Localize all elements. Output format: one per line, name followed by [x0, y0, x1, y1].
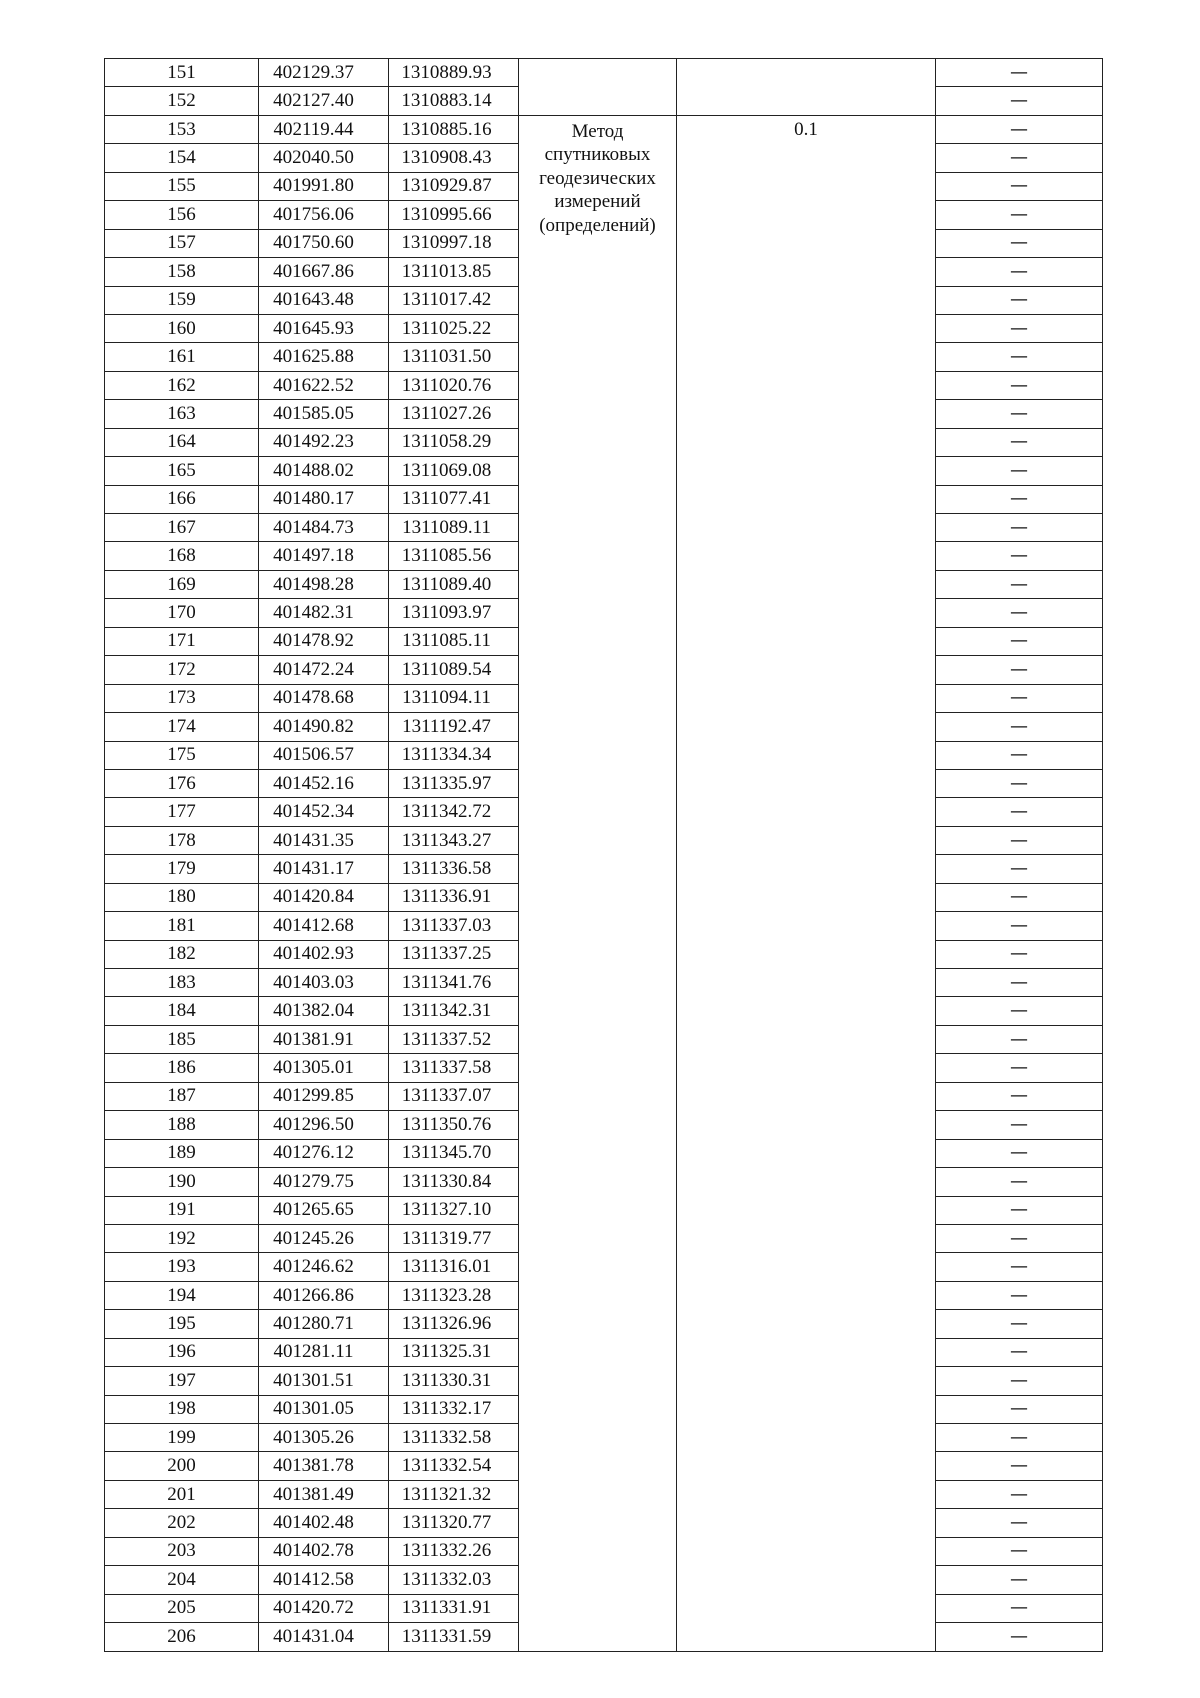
x-coordinate-cell: 401279.75 [259, 1168, 389, 1196]
point-number-cell: 202 [105, 1509, 259, 1537]
x-coordinate-cell: 401412.68 [259, 912, 389, 940]
x-coordinate-cell: 401381.49 [259, 1480, 389, 1508]
dash-cell: — [936, 485, 1103, 513]
dash-cell: — [936, 684, 1103, 712]
y-coordinate-cell: 1311020.76 [389, 371, 519, 399]
point-number-cell: 177 [105, 798, 259, 826]
x-coordinate-cell: 401382.04 [259, 997, 389, 1025]
dash-cell: — [936, 1395, 1103, 1423]
point-number-cell: 167 [105, 514, 259, 542]
y-coordinate-cell: 1311025.22 [389, 314, 519, 342]
x-coordinate-cell: 402040.50 [259, 144, 389, 172]
x-coordinate-cell: 401622.52 [259, 371, 389, 399]
y-coordinate-cell: 1311192.47 [389, 713, 519, 741]
point-number-cell: 154 [105, 144, 259, 172]
method-text-line: Метод [571, 120, 624, 142]
x-coordinate-cell: 401482.31 [259, 599, 389, 627]
x-coordinate-cell: 401480.17 [259, 485, 389, 513]
point-number-cell: 164 [105, 428, 259, 456]
dash-cell: — [936, 1566, 1103, 1594]
x-coordinate-cell: 401452.16 [259, 769, 389, 797]
method-text-line: геодезических [539, 167, 656, 189]
point-number-cell: 206 [105, 1623, 259, 1651]
method-text-line: спутниковых [544, 144, 651, 166]
y-coordinate-cell: 1311089.54 [389, 656, 519, 684]
point-number-cell: 187 [105, 1082, 259, 1110]
y-coordinate-cell: 1311085.56 [389, 542, 519, 570]
dash-cell: — [936, 1509, 1103, 1537]
y-coordinate-cell: 1311336.91 [389, 883, 519, 911]
point-number-cell: 181 [105, 912, 259, 940]
x-coordinate-cell: 401490.82 [259, 713, 389, 741]
point-number-cell: 160 [105, 314, 259, 342]
point-number-cell: 159 [105, 286, 259, 314]
method-text-line: (определений) [539, 214, 656, 236]
point-number-cell: 152 [105, 87, 259, 115]
table-row [105, 115, 1103, 143]
point-number-cell: 165 [105, 457, 259, 485]
x-coordinate-cell: 401299.85 [259, 1082, 389, 1110]
dash-cell: — [936, 883, 1103, 911]
point-number-cell: 180 [105, 883, 259, 911]
y-coordinate-cell: 1311332.54 [389, 1452, 519, 1480]
dash-cell: — [936, 1281, 1103, 1309]
dash-cell: — [936, 542, 1103, 570]
point-number-cell: 166 [105, 485, 259, 513]
dash-cell: — [936, 371, 1103, 399]
y-coordinate-cell: 1311330.84 [389, 1168, 519, 1196]
point-number-cell: 176 [105, 769, 259, 797]
x-coordinate-cell: 401667.86 [259, 258, 389, 286]
dash-cell: — [936, 1224, 1103, 1252]
point-number-cell: 151 [105, 59, 259, 87]
point-number-cell: 200 [105, 1452, 259, 1480]
point-number-cell: 196 [105, 1338, 259, 1366]
point-number-cell: 203 [105, 1537, 259, 1565]
point-number-cell: 193 [105, 1253, 259, 1281]
x-coordinate-cell: 401431.35 [259, 826, 389, 854]
x-coordinate-cell: 402127.40 [259, 87, 389, 115]
dash-cell: — [936, 514, 1103, 542]
dash-cell: — [936, 1452, 1103, 1480]
x-coordinate-cell: 401431.17 [259, 855, 389, 883]
y-coordinate-cell: 1311058.29 [389, 428, 519, 456]
x-coordinate-cell: 401506.57 [259, 741, 389, 769]
dash-cell: — [936, 1537, 1103, 1565]
y-coordinate-cell: 1311332.26 [389, 1537, 519, 1565]
x-coordinate-cell: 401245.26 [259, 1224, 389, 1252]
y-coordinate-cell: 1311077.41 [389, 485, 519, 513]
x-coordinate-cell: 401420.72 [259, 1594, 389, 1622]
dash-cell: — [936, 1054, 1103, 1082]
point-number-cell: 162 [105, 371, 259, 399]
dash-cell: — [936, 172, 1103, 200]
dash-cell: — [936, 258, 1103, 286]
point-number-cell: 155 [105, 172, 259, 200]
accuracy-blank-cell [677, 59, 936, 116]
point-number-cell: 201 [105, 1480, 259, 1508]
dash-cell: — [936, 855, 1103, 883]
x-coordinate-cell: 401265.65 [259, 1196, 389, 1224]
x-coordinate-cell: 401381.78 [259, 1452, 389, 1480]
method-blank-cell [519, 59, 677, 116]
x-coordinate-cell: 401472.24 [259, 656, 389, 684]
point-number-cell: 182 [105, 940, 259, 968]
x-coordinate-cell: 401402.93 [259, 940, 389, 968]
dash-cell: — [936, 201, 1103, 229]
dash-cell: — [936, 570, 1103, 598]
point-number-cell: 158 [105, 258, 259, 286]
y-coordinate-cell: 1310883.14 [389, 87, 519, 115]
y-coordinate-cell: 1311337.52 [389, 1025, 519, 1053]
dash-cell: — [936, 229, 1103, 257]
x-coordinate-cell: 401305.01 [259, 1054, 389, 1082]
x-coordinate-cell: 401497.18 [259, 542, 389, 570]
method-text-line: измерений [554, 191, 641, 213]
dash-cell: — [936, 627, 1103, 655]
x-coordinate-cell: 401991.80 [259, 172, 389, 200]
point-number-cell: 174 [105, 713, 259, 741]
x-coordinate-cell: 401488.02 [259, 457, 389, 485]
dash-cell: — [936, 400, 1103, 428]
x-coordinate-cell: 401402.48 [259, 1509, 389, 1537]
dash-cell: — [936, 1168, 1103, 1196]
y-coordinate-cell: 1311335.97 [389, 769, 519, 797]
y-coordinate-cell: 1311323.28 [389, 1281, 519, 1309]
dash-cell: — [936, 314, 1103, 342]
x-coordinate-cell: 401246.62 [259, 1253, 389, 1281]
y-coordinate-cell: 1310929.87 [389, 172, 519, 200]
dash-cell: — [936, 912, 1103, 940]
dash-cell: — [936, 343, 1103, 371]
point-number-cell: 169 [105, 570, 259, 598]
y-coordinate-cell: 1311327.10 [389, 1196, 519, 1224]
point-number-cell: 170 [105, 599, 259, 627]
point-number-cell: 156 [105, 201, 259, 229]
point-number-cell: 194 [105, 1281, 259, 1309]
point-number-cell: 188 [105, 1111, 259, 1139]
dash-cell: — [936, 1338, 1103, 1366]
dash-cell: — [936, 115, 1103, 143]
dash-cell: — [936, 826, 1103, 854]
x-coordinate-cell: 401625.88 [259, 343, 389, 371]
dash-cell: — [936, 1480, 1103, 1508]
point-number-cell: 205 [105, 1594, 259, 1622]
y-coordinate-cell: 1311320.77 [389, 1509, 519, 1537]
x-coordinate-cell: 401478.92 [259, 627, 389, 655]
point-number-cell: 179 [105, 855, 259, 883]
x-coordinate-cell: 401478.68 [259, 684, 389, 712]
x-coordinate-cell: 401301.05 [259, 1395, 389, 1423]
dash-cell: — [936, 286, 1103, 314]
x-coordinate-cell: 401280.71 [259, 1310, 389, 1338]
y-coordinate-cell: 1311319.77 [389, 1224, 519, 1252]
dash-cell: — [936, 87, 1103, 115]
point-number-cell: 157 [105, 229, 259, 257]
dash-cell: — [936, 1139, 1103, 1167]
x-coordinate-cell: 401484.73 [259, 514, 389, 542]
point-number-cell: 163 [105, 400, 259, 428]
y-coordinate-cell: 1311331.59 [389, 1623, 519, 1651]
point-number-cell: 195 [105, 1310, 259, 1338]
x-coordinate-cell: 401756.06 [259, 201, 389, 229]
y-coordinate-cell: 1311342.31 [389, 997, 519, 1025]
coordinates-table [104, 58, 1103, 1652]
x-coordinate-cell: 401281.11 [259, 1338, 389, 1366]
dash-cell: — [936, 741, 1103, 769]
point-number-cell: 173 [105, 684, 259, 712]
y-coordinate-cell: 1311337.58 [389, 1054, 519, 1082]
y-coordinate-cell: 1311337.25 [389, 940, 519, 968]
dash-cell: — [936, 940, 1103, 968]
point-number-cell: 191 [105, 1196, 259, 1224]
point-number-cell: 161 [105, 343, 259, 371]
x-coordinate-cell: 401403.03 [259, 969, 389, 997]
dash-cell: — [936, 997, 1103, 1025]
point-number-cell: 190 [105, 1168, 259, 1196]
dash-cell: — [936, 599, 1103, 627]
point-number-cell: 168 [105, 542, 259, 570]
y-coordinate-cell: 1310995.66 [389, 201, 519, 229]
y-coordinate-cell: 1310885.16 [389, 115, 519, 143]
point-number-cell: 186 [105, 1054, 259, 1082]
point-number-cell: 198 [105, 1395, 259, 1423]
y-coordinate-cell: 1310997.18 [389, 229, 519, 257]
y-coordinate-cell: 1311345.70 [389, 1139, 519, 1167]
x-coordinate-cell: 401296.50 [259, 1111, 389, 1139]
x-coordinate-cell: 401402.78 [259, 1537, 389, 1565]
x-coordinate-cell: 401498.28 [259, 570, 389, 598]
dash-cell: — [936, 1424, 1103, 1452]
accuracy-cell: 0.1 [677, 115, 936, 1651]
point-number-cell: 189 [105, 1139, 259, 1167]
point-number-cell: 197 [105, 1367, 259, 1395]
dash-cell: — [936, 656, 1103, 684]
method-cell [519, 115, 677, 1651]
point-number-cell: 172 [105, 656, 259, 684]
y-coordinate-cell: 1310889.93 [389, 59, 519, 87]
dash-cell: — [936, 59, 1103, 87]
dash-cell: — [936, 144, 1103, 172]
y-coordinate-cell: 1311013.85 [389, 258, 519, 286]
y-coordinate-cell: 1311089.11 [389, 514, 519, 542]
y-coordinate-cell: 1311093.97 [389, 599, 519, 627]
y-coordinate-cell: 1311332.17 [389, 1395, 519, 1423]
x-coordinate-cell: 402129.37 [259, 59, 389, 87]
point-number-cell: 199 [105, 1424, 259, 1452]
dash-cell: — [936, 969, 1103, 997]
point-number-cell: 175 [105, 741, 259, 769]
x-coordinate-cell: 401431.04 [259, 1623, 389, 1651]
x-coordinate-cell: 401452.34 [259, 798, 389, 826]
dash-cell: — [936, 1025, 1103, 1053]
dash-cell: — [936, 1111, 1103, 1139]
dash-cell: — [936, 798, 1103, 826]
y-coordinate-cell: 1311331.91 [389, 1594, 519, 1622]
x-coordinate-cell: 401492.23 [259, 428, 389, 456]
y-coordinate-cell: 1311031.50 [389, 343, 519, 371]
dash-cell: — [936, 713, 1103, 741]
dash-cell: — [936, 1082, 1103, 1110]
dash-cell: — [936, 1594, 1103, 1622]
dash-cell: — [936, 1196, 1103, 1224]
y-coordinate-cell: 1311085.11 [389, 627, 519, 655]
y-coordinate-cell: 1311330.31 [389, 1367, 519, 1395]
y-coordinate-cell: 1311325.31 [389, 1338, 519, 1366]
y-coordinate-cell: 1311094.11 [389, 684, 519, 712]
point-number-cell: 184 [105, 997, 259, 1025]
dash-cell: — [936, 1253, 1103, 1281]
x-coordinate-cell: 401420.84 [259, 883, 389, 911]
x-coordinate-cell: 401381.91 [259, 1025, 389, 1053]
table-row [105, 59, 1103, 87]
y-coordinate-cell: 1311321.32 [389, 1480, 519, 1508]
x-coordinate-cell: 401276.12 [259, 1139, 389, 1167]
x-coordinate-cell: 401266.86 [259, 1281, 389, 1309]
point-number-cell: 183 [105, 969, 259, 997]
dash-cell: — [936, 1367, 1103, 1395]
y-coordinate-cell: 1311332.03 [389, 1566, 519, 1594]
y-coordinate-cell: 1311326.96 [389, 1310, 519, 1338]
y-coordinate-cell: 1311341.76 [389, 969, 519, 997]
point-number-cell: 204 [105, 1566, 259, 1594]
point-number-cell: 171 [105, 627, 259, 655]
x-coordinate-cell: 401301.51 [259, 1367, 389, 1395]
dash-cell: — [936, 457, 1103, 485]
y-coordinate-cell: 1311027.26 [389, 400, 519, 428]
y-coordinate-cell: 1311069.08 [389, 457, 519, 485]
x-coordinate-cell: 401645.93 [259, 314, 389, 342]
x-coordinate-cell: 401750.60 [259, 229, 389, 257]
y-coordinate-cell: 1311089.40 [389, 570, 519, 598]
y-coordinate-cell: 1311342.72 [389, 798, 519, 826]
y-coordinate-cell: 1311017.42 [389, 286, 519, 314]
y-coordinate-cell: 1311316.01 [389, 1253, 519, 1281]
x-coordinate-cell: 402119.44 [259, 115, 389, 143]
y-coordinate-cell: 1310908.43 [389, 144, 519, 172]
y-coordinate-cell: 1311337.07 [389, 1082, 519, 1110]
point-number-cell: 192 [105, 1224, 259, 1252]
y-coordinate-cell: 1311332.58 [389, 1424, 519, 1452]
y-coordinate-cell: 1311350.76 [389, 1111, 519, 1139]
dash-cell: — [936, 1310, 1103, 1338]
point-number-cell: 178 [105, 826, 259, 854]
y-coordinate-cell: 1311337.03 [389, 912, 519, 940]
y-coordinate-cell: 1311343.27 [389, 826, 519, 854]
x-coordinate-cell: 401585.05 [259, 400, 389, 428]
x-coordinate-cell: 401305.26 [259, 1424, 389, 1452]
y-coordinate-cell: 1311334.34 [389, 741, 519, 769]
point-number-cell: 185 [105, 1025, 259, 1053]
dash-cell: — [936, 1623, 1103, 1651]
dash-cell: — [936, 428, 1103, 456]
coordinates-table-body [105, 59, 1103, 1652]
x-coordinate-cell: 401412.58 [259, 1566, 389, 1594]
dash-cell: — [936, 769, 1103, 797]
y-coordinate-cell: 1311336.58 [389, 855, 519, 883]
point-number-cell: 153 [105, 115, 259, 143]
x-coordinate-cell: 401643.48 [259, 286, 389, 314]
